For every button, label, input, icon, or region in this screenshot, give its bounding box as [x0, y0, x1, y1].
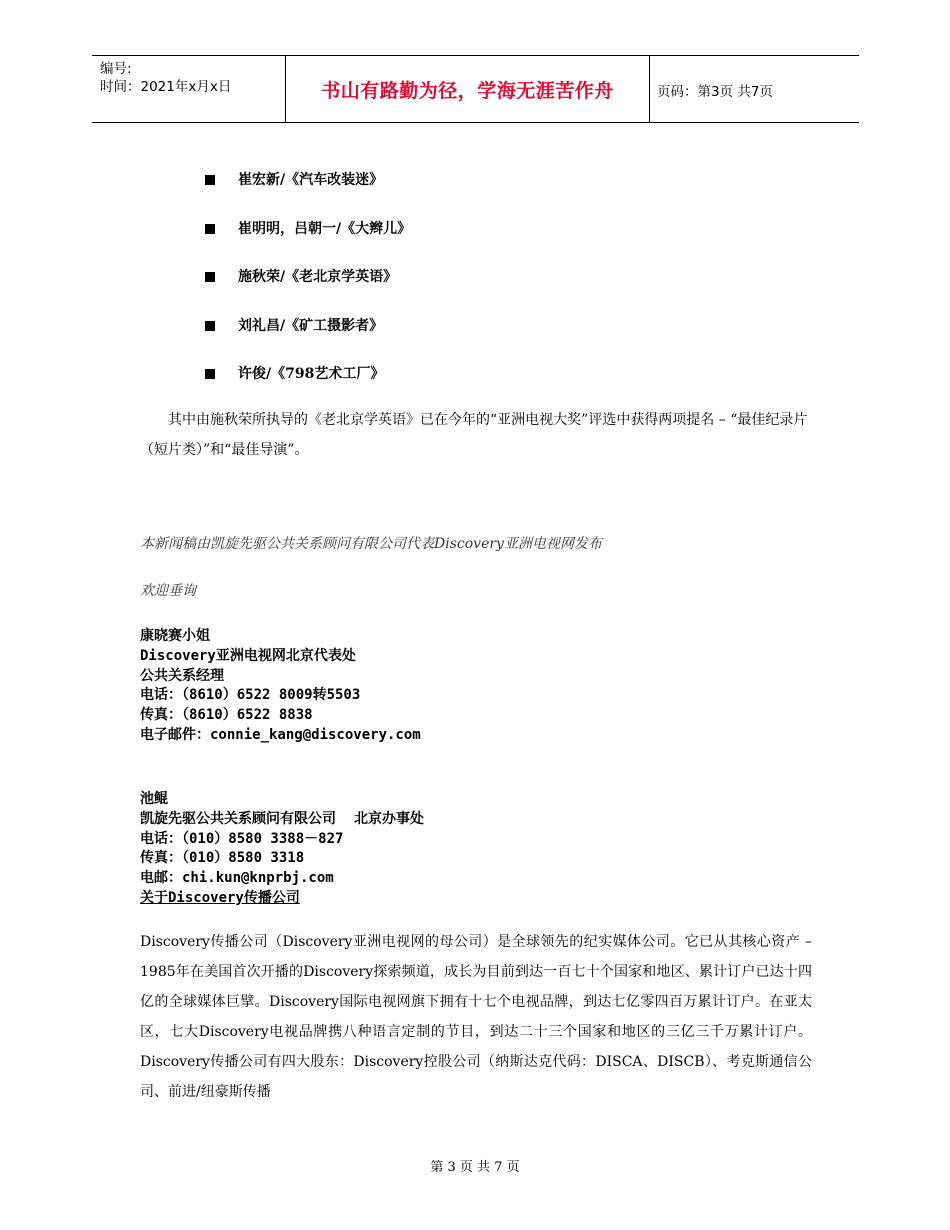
- contact-phone: 电话：（010）8580 3388－827: [140, 830, 344, 847]
- contact-org: Discovery亚洲电视网北京代表处: [140, 647, 356, 664]
- list-item: 崔宏新/《汽车改装迷》: [205, 170, 411, 219]
- header-motto: 书山有路勤为径，学海无涯苦作舟: [321, 79, 614, 102]
- contact-block-1: [140, 627, 421, 746]
- list-item: 刘礼昌/《矿工摄影者》: [205, 316, 411, 365]
- contact-fax: 传真：（8610）6522 8838: [140, 707, 313, 724]
- film-list: [205, 170, 411, 413]
- contact-phone: 电话：（8610）6522 8009转5503: [140, 687, 361, 704]
- list-item: 崔明明，吕朝一/《大辫儿》: [205, 219, 411, 268]
- contact-office: 北京办事处: [354, 810, 424, 827]
- contact-name: 池鲲: [140, 791, 168, 807]
- header-page-number: 页码：第3页 共7页: [657, 84, 773, 100]
- square-bullet-icon: [205, 224, 215, 234]
- page-footer: 第 3 页 共 7 页: [430, 1160, 520, 1175]
- contact-fax: 传真：（010）8580 3318: [140, 850, 305, 867]
- contact-block-2: [140, 790, 424, 909]
- about-paragraph: Discovery传播公司（Discovery亚洲电视网的母公司）是全球领先的纪实媒体公司。它已从其核心资产 – 1985年在美国首次开播的Discovery探索频道，成长为目前到达一百七十个国家和地区、累计订户已达十四亿的全球媒体巨擘。Discovery国际电视网旗下拥有十七个电视品牌，到达七亿零四百万累计订户。在亚太区，七大Discovery电视品牌携八种语言定制的节目，到达二十三个国家和地区的三亿三千万累计订户。Discovery传播公司有四大股东：Discovery控股公司（纳斯达克代码：DISCA、DISCB）、考克斯通信公司、前进/纽豪斯传播: [140, 934, 812, 1100]
- header-motto-cell: [285, 56, 650, 122]
- contact-org: 凯旋先驱公共关系顾问有限公司: [140, 810, 336, 827]
- header-number: 编号:: [100, 61, 132, 77]
- contact-name: 康晓赛小姐: [140, 628, 210, 644]
- press-release-note: 本新闻稿由凯旋先驱公共关系顾问有限公司代表Discovery亚洲电视网发布: [140, 536, 602, 552]
- contact-email[interactable]: 电子邮件：connie_kang@discovery.com: [140, 726, 421, 743]
- square-bullet-icon: [205, 175, 215, 185]
- header-time: 时间：2021年x月x日: [100, 79, 232, 95]
- header-meta: [100, 60, 286, 96]
- welcome-note: 欢迎垂询: [140, 583, 196, 599]
- square-bullet-icon: [205, 321, 215, 331]
- page-header: [92, 55, 859, 123]
- list-item: 施秋荣/《老北京学英语》: [205, 267, 411, 316]
- contact-org-line: [140, 810, 424, 830]
- square-bullet-icon: [205, 272, 215, 282]
- list-item: 许俊/《798艺术工厂》: [205, 364, 411, 413]
- about-discovery-link[interactable]: 关于Discovery传播公司: [140, 889, 300, 906]
- contact-title: 公共关系经理: [140, 667, 224, 684]
- contact-email[interactable]: 电邮：chi.kun@knprbj.com: [140, 870, 334, 887]
- nomination-paragraph: 其中由施秋荣所执导的《老北京学英语》已在今年的“亚洲电视大奖”评选中获得两项提名 – “最佳纪录片（短片类）”和“最佳导演”。: [140, 412, 808, 458]
- square-bullet-icon: [205, 369, 215, 379]
